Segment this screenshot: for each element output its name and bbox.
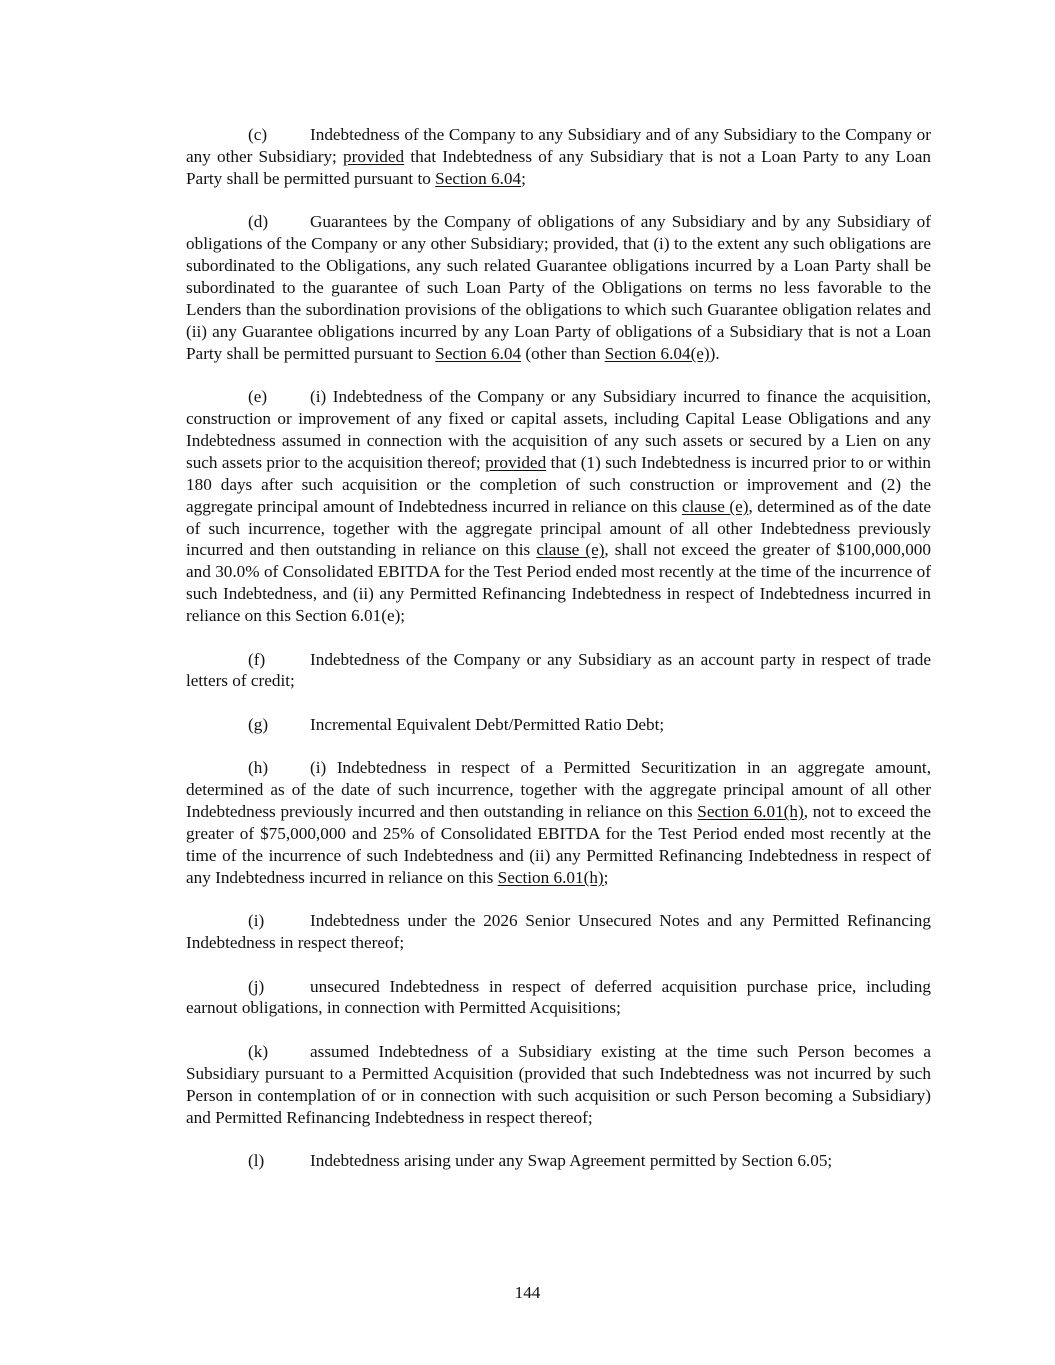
page-number: 144 [514, 1283, 541, 1302]
clause-text: Indebtedness of the Company to any Subsidiary and of any Subsidiary to the Company or any other Subsidiary; [186, 125, 931, 166]
clause-text: ; [521, 168, 526, 188]
clause-text: , not to exceed the greater of $75,000,000 and 25% of Consolidated EBITDA for the Test Period ended most recently at the time of the incurrence of such Indebtedness and (ii) any Permitted Refinancing Indebtedness in respect of any Indebtedness incurred in reliance on this [186, 802, 931, 887]
clause-text: ). [709, 343, 720, 363]
clause-text: Indebtedness arising under any Swap Agreement permitted by Section 6.05; [310, 1150, 833, 1170]
clause-label: (k) [248, 1041, 269, 1061]
clause-label: (d) [248, 212, 269, 232]
clause-label: (e) [248, 387, 268, 407]
clause-label: (j) [248, 976, 265, 996]
paragraph-i [186, 910, 931, 954]
clause-text: , shall not exceed the greater of $100,000,000 and 30.0% of Consolidated EBITDA for the Test Period ended most recently at the time of the incurrence of such Indebtedness, and (ii) any Permitted Refinancing Indebtedness in respect of Indebtedness incurred in reliance on this Section 6.01(e); [186, 540, 931, 626]
section-reference: Section 6.01(h) [697, 802, 804, 822]
clause-label: (g) [248, 714, 269, 734]
clause-text: assumed Indebtedness of a Subsidiary existing at the time such Person becomes a Subsidiary pursuant to a Permitted Acquisition (provided that such Indebtedness was not incurred by such Person in contemplation of or in connection with such acquisition or such Person becoming a Subsidiary) and Permitted Refinancing Indebtedness in respect thereof; [186, 1041, 931, 1127]
clause-text: Guarantees by the Company of obligations of any Subsidiary and by any Subsidiary of obligations of the Company or any other Subsidiary; provided, that (i) to the extent any such obligations are subordinated to the Obligations, any such related Guarantee obligations incurred by a Loan Party shall be subordinated to the guarantee of such Loan Party of the Obligations on terms no less favorable to the Lenders than the subordination provisions of the obligations to which such Guarantee obligation relates and (ii) any Guarantee obligations incurred by any Loan Party of obligations of a Subsidiary that is not a Loan Party shall be permitted pursuant to [186, 212, 931, 363]
paragraph-g [186, 714, 931, 736]
clause-label: (h) [248, 758, 269, 778]
clause-text: ; [603, 867, 609, 887]
clause-text: (i) Indebtedness of the Company or any Subsidiary incurred to finance the acquisition, construction or improvement of any fixed or capital assets, including Capital Lease Obligations and any Indebtedness assumed in connection with the acquisition of any such assets or secured by a Lien on any such assets prior to the acquisition thereof; [186, 387, 931, 472]
section-reference: Section 6.04 [435, 168, 522, 188]
clause-reference: clause (e) [681, 496, 749, 516]
clause-text: unsecured Indebtedness in respect of deferred acquisition purchase price, including earnout obligations, in connection with Permitted Acquisitions; [186, 976, 931, 1018]
paragraph-j [186, 976, 931, 1020]
clause-reference: clause (e) [536, 540, 605, 560]
clause-text: (i) Indebtedness in respect of a Permitted Securitization in an aggregate amount, determined as of the date of such incurrence, together with the aggregate principal amount of all other Indebtedness previously incurred and then outstanding in reliance on this [186, 758, 931, 822]
clause-text: that (1) such Indebtedness is incurred prior to or within 180 days after such acquisition or the completion of such construction or improvement and (2) the aggregate principal amount of Indebtedness incurred in reliance on this [186, 452, 931, 516]
paragraph-f [186, 649, 931, 693]
paragraph-d [186, 211, 931, 364]
paragraph-l [186, 1150, 931, 1172]
clause-text: (other than [521, 343, 605, 363]
section-reference: Section 6.04 [435, 343, 522, 363]
clause-label: (c) [248, 125, 268, 144]
clause-text: Indebtedness of the Company or any Subsidiary as an account party in respect of trade letters of credit; [186, 649, 931, 691]
paragraph-e [186, 386, 931, 627]
paragraph-c [186, 124, 931, 190]
section-reference: Section 6.01(h) [497, 867, 604, 887]
section-reference: Section 6.04(e) [604, 343, 710, 363]
clause-label: (f) [248, 649, 266, 669]
paragraph-h [186, 757, 931, 888]
clause-label: (i) [248, 911, 265, 931]
underlined-term: provided [485, 452, 547, 472]
underlined-term: provided [343, 146, 405, 166]
clause-text: , determined as of the date of such incurrence, together with the aggregate principal amount of all other Indebtedness previously incurred and then outstanding in reliance on this [186, 496, 931, 560]
clause-text: that Indebtedness of any Subsidiary that is not a Loan Party to any Loan Party shall be permitted pursuant to [186, 146, 931, 188]
clause-text: Incremental Equivalent Debt/Permitted Ratio Debt; [310, 714, 665, 734]
paragraph-k [186, 1041, 931, 1129]
document-body [186, 124, 931, 1193]
clause-text: Indebtedness under the 2026 Senior Unsecured Notes and any Permitted Refinancing Indebtedness in respect thereof; [186, 911, 931, 953]
clause-label: (l) [248, 1150, 265, 1170]
